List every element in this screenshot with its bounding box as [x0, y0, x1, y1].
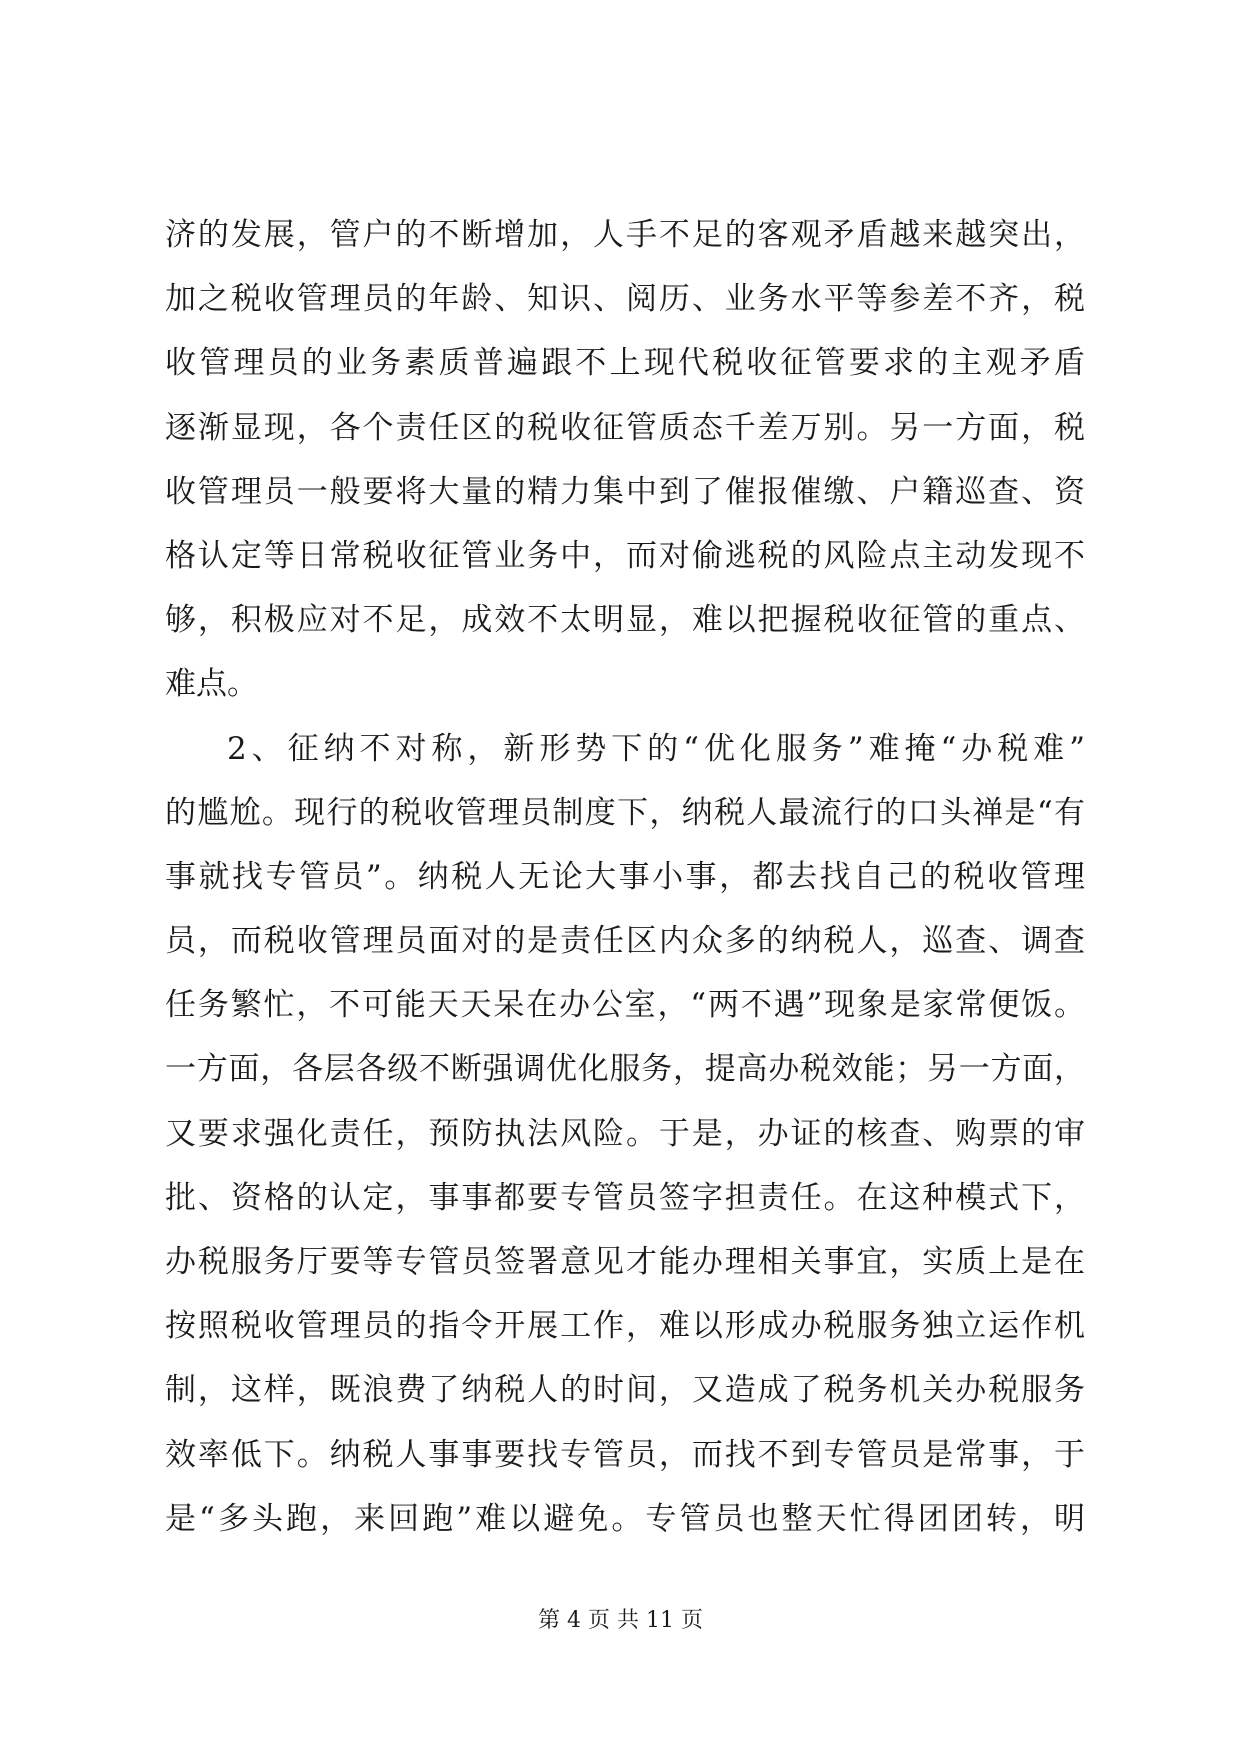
text-line: 效率低下。纳税人事事要找专管员，而找不到专管员是常事，于: [165, 1436, 1085, 1473]
text-line: 事就找专管员”。纳税人无论大事小事，都去找自己的税收管理: [165, 858, 1085, 895]
text-line: 收管理员一般要将大量的精力集中到了催报催缴、户籍巡查、资: [165, 473, 1085, 510]
text-line: 难点。: [165, 666, 258, 703]
text-line: 的尴尬。现行的税收管理员制度下，纳税人最流行的口头禅是“有: [165, 794, 1085, 831]
text-line: 逐渐显现，各个责任区的税收征管质态千差万别。另一方面，税: [165, 409, 1085, 446]
page-number-footer: 第 4 页 共 11 页: [538, 1608, 703, 1633]
body-text: [165, 215, 1085, 1563]
text-line: 员，而税收管理员面对的是责任区内众多的纳税人，巡查、调查: [165, 923, 1085, 960]
text-line: 批、资格的认定，事事都要专管员签字担责任。在这种模式下，: [165, 1179, 1085, 1216]
text-line: 按照税收管理员的指令开展工作，难以形成办税服务独立运作机: [165, 1308, 1085, 1345]
text-line: 又要求强化责任，预防执法风险。于是，办证的核查、购票的审: [165, 1115, 1085, 1152]
text-line: 加之税收管理员的年龄、知识、阅历、业务水平等参差不齐，税: [165, 281, 1085, 318]
text-line: 是“多头跑，来回跑”难以避免。专管员也整天忙得团团转，明: [165, 1500, 1085, 1537]
text-line: 够，积极应对不足，成效不太明显，难以把握税收征管的重点、: [165, 602, 1085, 639]
text-line: 制，这样，既浪费了纳税人的时间，又造成了税务机关办税服务: [165, 1372, 1085, 1409]
section-heading-line: 2、征纳不对称，新形势下的“优化服务”难掩“办税难”: [227, 730, 1085, 767]
text-line: 收管理员的业务素质普遍跟不上现代税收征管要求的主观矛盾: [165, 345, 1085, 382]
text-line: 任务繁忙，不可能天天呆在办公室，“两不遇”现象是家常便饭。: [165, 987, 1085, 1024]
text-line: 一方面，各层各级不断强调优化服务，提高办税效能；另一方面，: [165, 1051, 1085, 1088]
text-line: 办税服务厅要等专管员签署意见才能办理相关事宜，实质上是在: [165, 1244, 1085, 1280]
text-line: 格认定等日常税收征管业务中，而对偷逃税的风险点主动发现不: [165, 537, 1085, 574]
text-line: 济的发展，管户的不断增加，人手不足的客观矛盾越来越突出，: [165, 217, 1085, 253]
